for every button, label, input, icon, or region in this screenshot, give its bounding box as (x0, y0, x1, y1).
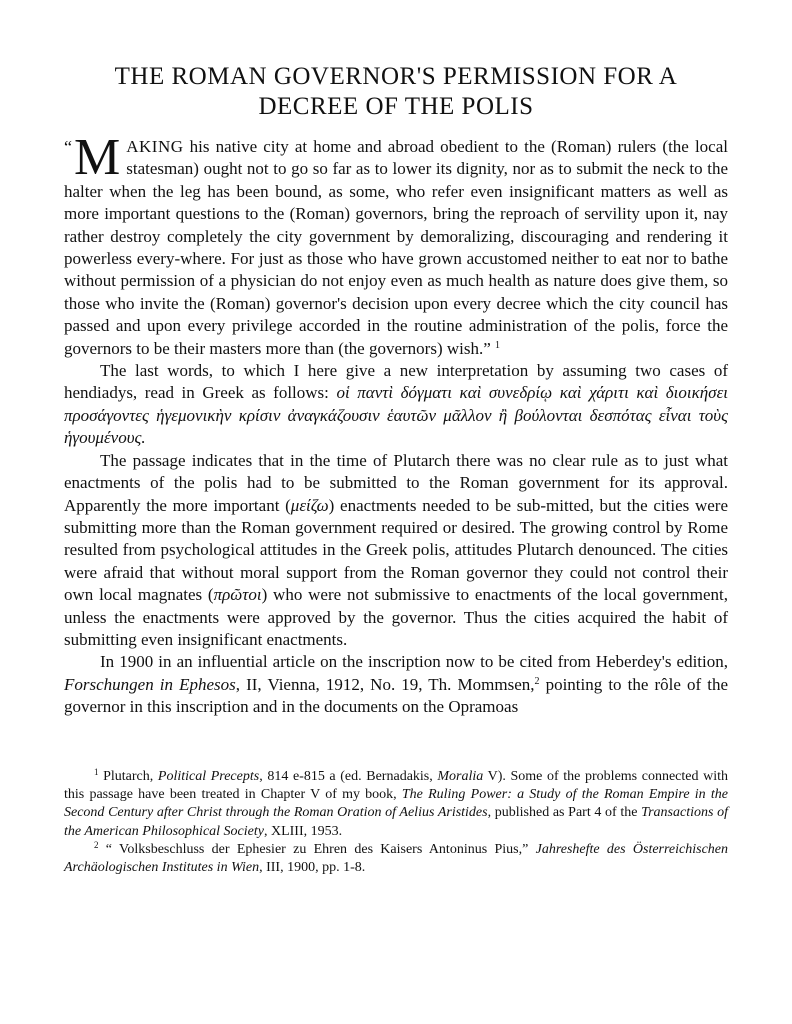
paragraph-2-text: The last words, to which I here give a new interpretation by assuming two cases of hendiadys, read in Greek as follows: (64, 361, 728, 403)
dropcap-letter: M (74, 129, 121, 186)
footnote-1-it-b: Moralia (437, 769, 484, 784)
footnotes (64, 768, 728, 877)
footnote-1-b: , 814 e-815 a (ed. Bernadakis, (259, 769, 438, 784)
footnote-2-a: “ Volksbeschluss der Ephesier zu Ehren des Kaisers Antoninus Pius,” (98, 841, 536, 857)
opening-quote: “ (64, 137, 72, 157)
paragraph-1-text: his native city at home and abroad obedient to the (Roman) rulers (the local statesman) ought not to go so far as to lower its dignity, nor as to submit the neck to the halter when the leg has been bound, as some, who refer even insignificant matters as well as more important questions to the (Roman) governors, bring the reproach of servility upon it, nay rather destroy completely the city government by demoralizing, discouraging and rendering it powerless every-where. For just as those who have grown accustomed neither to eat nor to bathe without permission of a physician do not enjoy even as much health as nature does give them, so those who invite the (Roman) governor's decision upon every decree which the city council has passed and upon every privilege accorded in the routine administration of the polis, force the governors to be their masters more than (the governors) wish.” (64, 137, 728, 358)
footnote-2-b: , III, 1900, pp. 1-8. (259, 860, 366, 876)
dropcap-block (64, 129, 121, 186)
paragraph-4 (64, 651, 728, 718)
footnote-1-number: 1 (94, 767, 99, 777)
footnote-1-a: Plutarch, (98, 769, 158, 784)
footnote-2 (64, 841, 728, 877)
page-title (64, 62, 728, 122)
title-line-2: DECREE OF THE POLIS (258, 93, 534, 120)
paragraph-3-text-b: ) enactments needed to be sub-mitted, but the cities were submitting more than the Roman government required or desired. The growing control by Rome resulted from psychological attitudes in the Greek polis, attitudes Plutarch denounced. The cities were afraid that without moral support from the Roman governor they could not control their own local magnates ( (64, 495, 728, 605)
footnote-2-number: 2 (94, 839, 99, 850)
body-text (64, 129, 729, 719)
paragraph-4-text-c: pointing to the rôle of the governor in this inscription and in the documents on the Opramoas (64, 674, 729, 717)
paragraph-3 (64, 450, 728, 652)
footnote-2-it-a: Jahreshefte des Österreichischen Archäologischen Institutes in Wien (64, 841, 729, 876)
footnote-1-e: , XLIII, 1953. (263, 823, 343, 839)
paragraph-2 (64, 360, 728, 450)
footnote-1-c: V). Some of the problems connected with this passage have been treated in Chapter V of my book, (64, 769, 728, 803)
title-line-1: THE ROMAN GOVERNOR'S PERMISSION FOR A (114, 63, 678, 90)
footnote-ref-2: 2 (534, 675, 540, 687)
page (64, 62, 728, 719)
footnote-ref-1: 1 (495, 339, 501, 351)
footnote-1-it-a: Political Precepts (157, 769, 260, 784)
greek-word-protoi: πρῶτοι (213, 585, 262, 605)
paragraph-3-text-a: The passage indicates that in the time of Plutarch there was no clear rule as to just what enactments of the polis had to be submitted to the Roman government for its approval. Apparently the more important ( (64, 450, 728, 515)
greek-quotation: οἱ παντὶ δόγματι καὶ συνεδρίῳ καὶ χάριτι καὶ διοικήσει προσάγοντες ἡγεμονικὴν κρίσιν ἀναγκάζουσιν ἑαυτῶν μᾶλλον ἢ βούλονται δεσπότας εἶναι τοὺς ἡγουμένους. (64, 383, 728, 448)
paragraph-4-italic: Forschungen in Ephesos (64, 674, 236, 694)
paragraph-1 (64, 129, 728, 360)
paragraph-1-lead: AKING (126, 137, 184, 156)
footnote-1-it-d: Transactions of the American Philosophical Society (64, 805, 728, 839)
greek-word-meizo: μείζω (290, 495, 329, 515)
paragraph-4-text-b: , II, Vienna, 1912, No. 19, Th. Mommsen, (235, 674, 535, 694)
footnote-1-d: , published as Part 4 of the (487, 805, 642, 821)
footnote-1 (64, 768, 728, 841)
paragraph-4-text-a: In 1900 in an influential article on the inscription now to be cited from Heberdey's edition, (100, 652, 728, 672)
paragraph-3-text-c: ) who were not submissive to enactments of the local government, unless the enactments were approved by the governor. Thus the cities acquired the habit of submitting even insignificant enactments. (64, 585, 728, 649)
footnote-1-it-c: The Ruling Power: a Study of the Roman Empire in the Second Century after Christ through the Roman Oration of Aelius Aristides (64, 787, 728, 821)
